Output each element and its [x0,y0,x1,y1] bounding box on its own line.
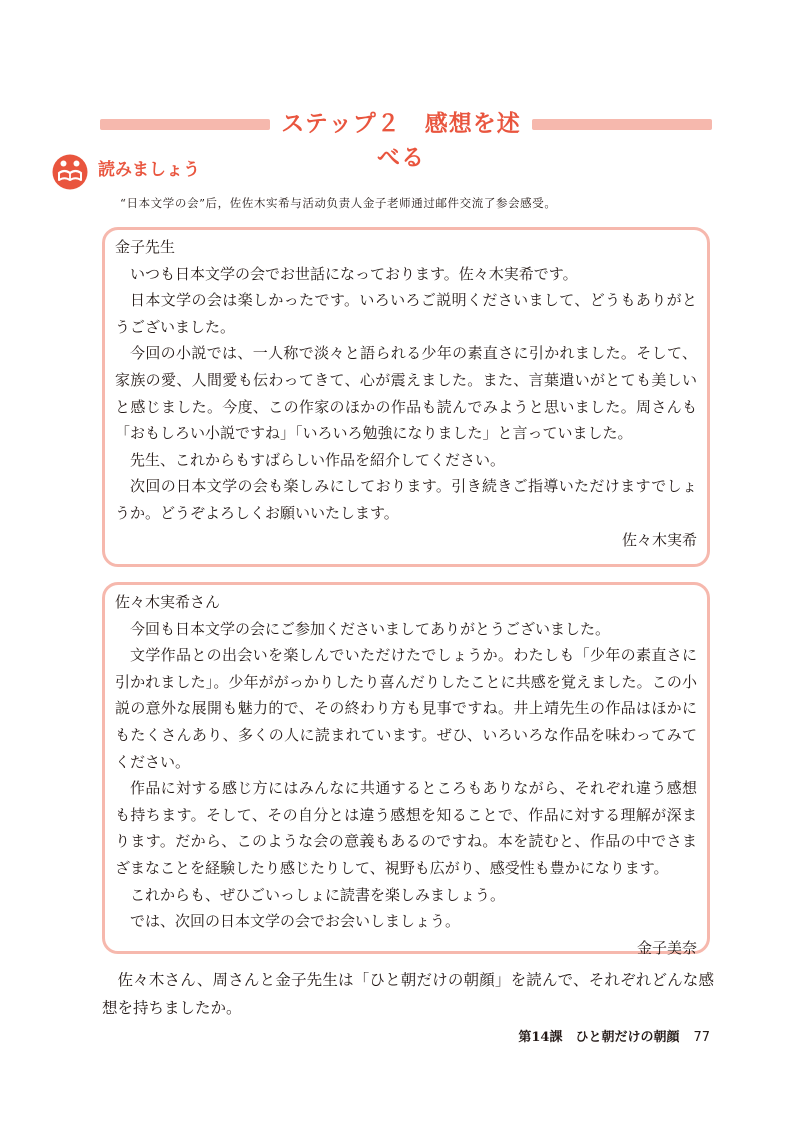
header-bar-right [532,119,712,130]
letter-paragraph: 今回の小説では、一人称で淡々と語られる少年の素直さに引かれました。そして、家族の愛、人間愛も伝わってきて、心が震えました。また、言葉遣いがとても美しいと感じました。今度、この作家のほかの作品も読んでみようと思いました。周さんも「おもしろい小説ですね」「いろいろ勉強になりました」と言っていました。 [115,344,697,443]
letter-paragraph: 次回の日本文学の会も楽しみにしております。引き続きご指導いただけますでしょうか。どうぞよろしくお願いいたします。 [115,477,697,522]
intro-text: “日本文学の会”后，佐佐木实希与活动负责人金子老师通过邮件交流了参会感受。 [120,196,557,210]
letter-signature: 金子美奈 [636,938,697,957]
letter-paragraph: では、次回の日本文学の会でお会いしましょう。 [130,912,461,931]
letter-paragraph: 文学作品との出会いを楽しんでいただけたでしょうか。わたしも「少年の素直さに引かれました」。少年ががっかりしたり喜んだりしたことに共感を覚えました。この小説の意外な展開も魅力的で、その終わり方も見事ですね。井上靖先生の作品はほかにもたくさんあり、多くの人に読まれています。ぜひ、いろいろな作品を味わってみてください。 [115,646,697,771]
letter-paragraph: 日本文学の会は楽しかったです。いろいろご説明くださいまして、どうもありがとうございました。 [115,291,697,336]
letter-signature: 佐々木実希 [621,530,697,549]
letter-addressee: 佐々木実希さん [115,593,221,611]
header-bar-left [100,119,270,130]
letter-paragraph: 先生、これからもすばらしい作品を紹介してください。 [130,450,506,469]
letter-paragraph: 今回も日本文学の会にご参加くださいましてありがとうございました。 [130,619,611,638]
letter-to-teacher [102,227,710,567]
reading-book-icon [52,154,88,190]
letter-paragraph: いつも日本文学の会でお世話になっております。佐々木実希です。 [130,264,578,283]
lesson-title: 第14課 ひと朝だけの朝顔 [518,1030,680,1045]
page-number: 77 [693,1030,710,1045]
closing-question: 佐々木さん、周さんと金子先生は「ひと朝だけの朝顔」を読んで、それぞれどんな感想を持ちましたか。 [102,971,714,1017]
section-title: 読みましょう [98,160,200,180]
letter-to-student [102,582,710,957]
letter-paragraph: 作品に対する感じ方にはみんなに共通するところもありながら、それぞれ違う感想も持ちます。そして、その自分とは違う感想を知ることで、作品に対する理解が深まります。だから、このような会の意義もあるのですね。本を読むと、作品の中でさまざまなことを経験したり感じたりして、視野も広がり、感受性も豊かになります。 [115,779,697,877]
letter-addressee: 金子先生 [115,238,176,256]
step-title: ステップ２ 感想を述べる [281,110,521,171]
page-footer [518,1029,710,1047]
letter-paragraph: これからも、ぜひごいっしょに読書を楽しみましょう。 [130,885,506,904]
